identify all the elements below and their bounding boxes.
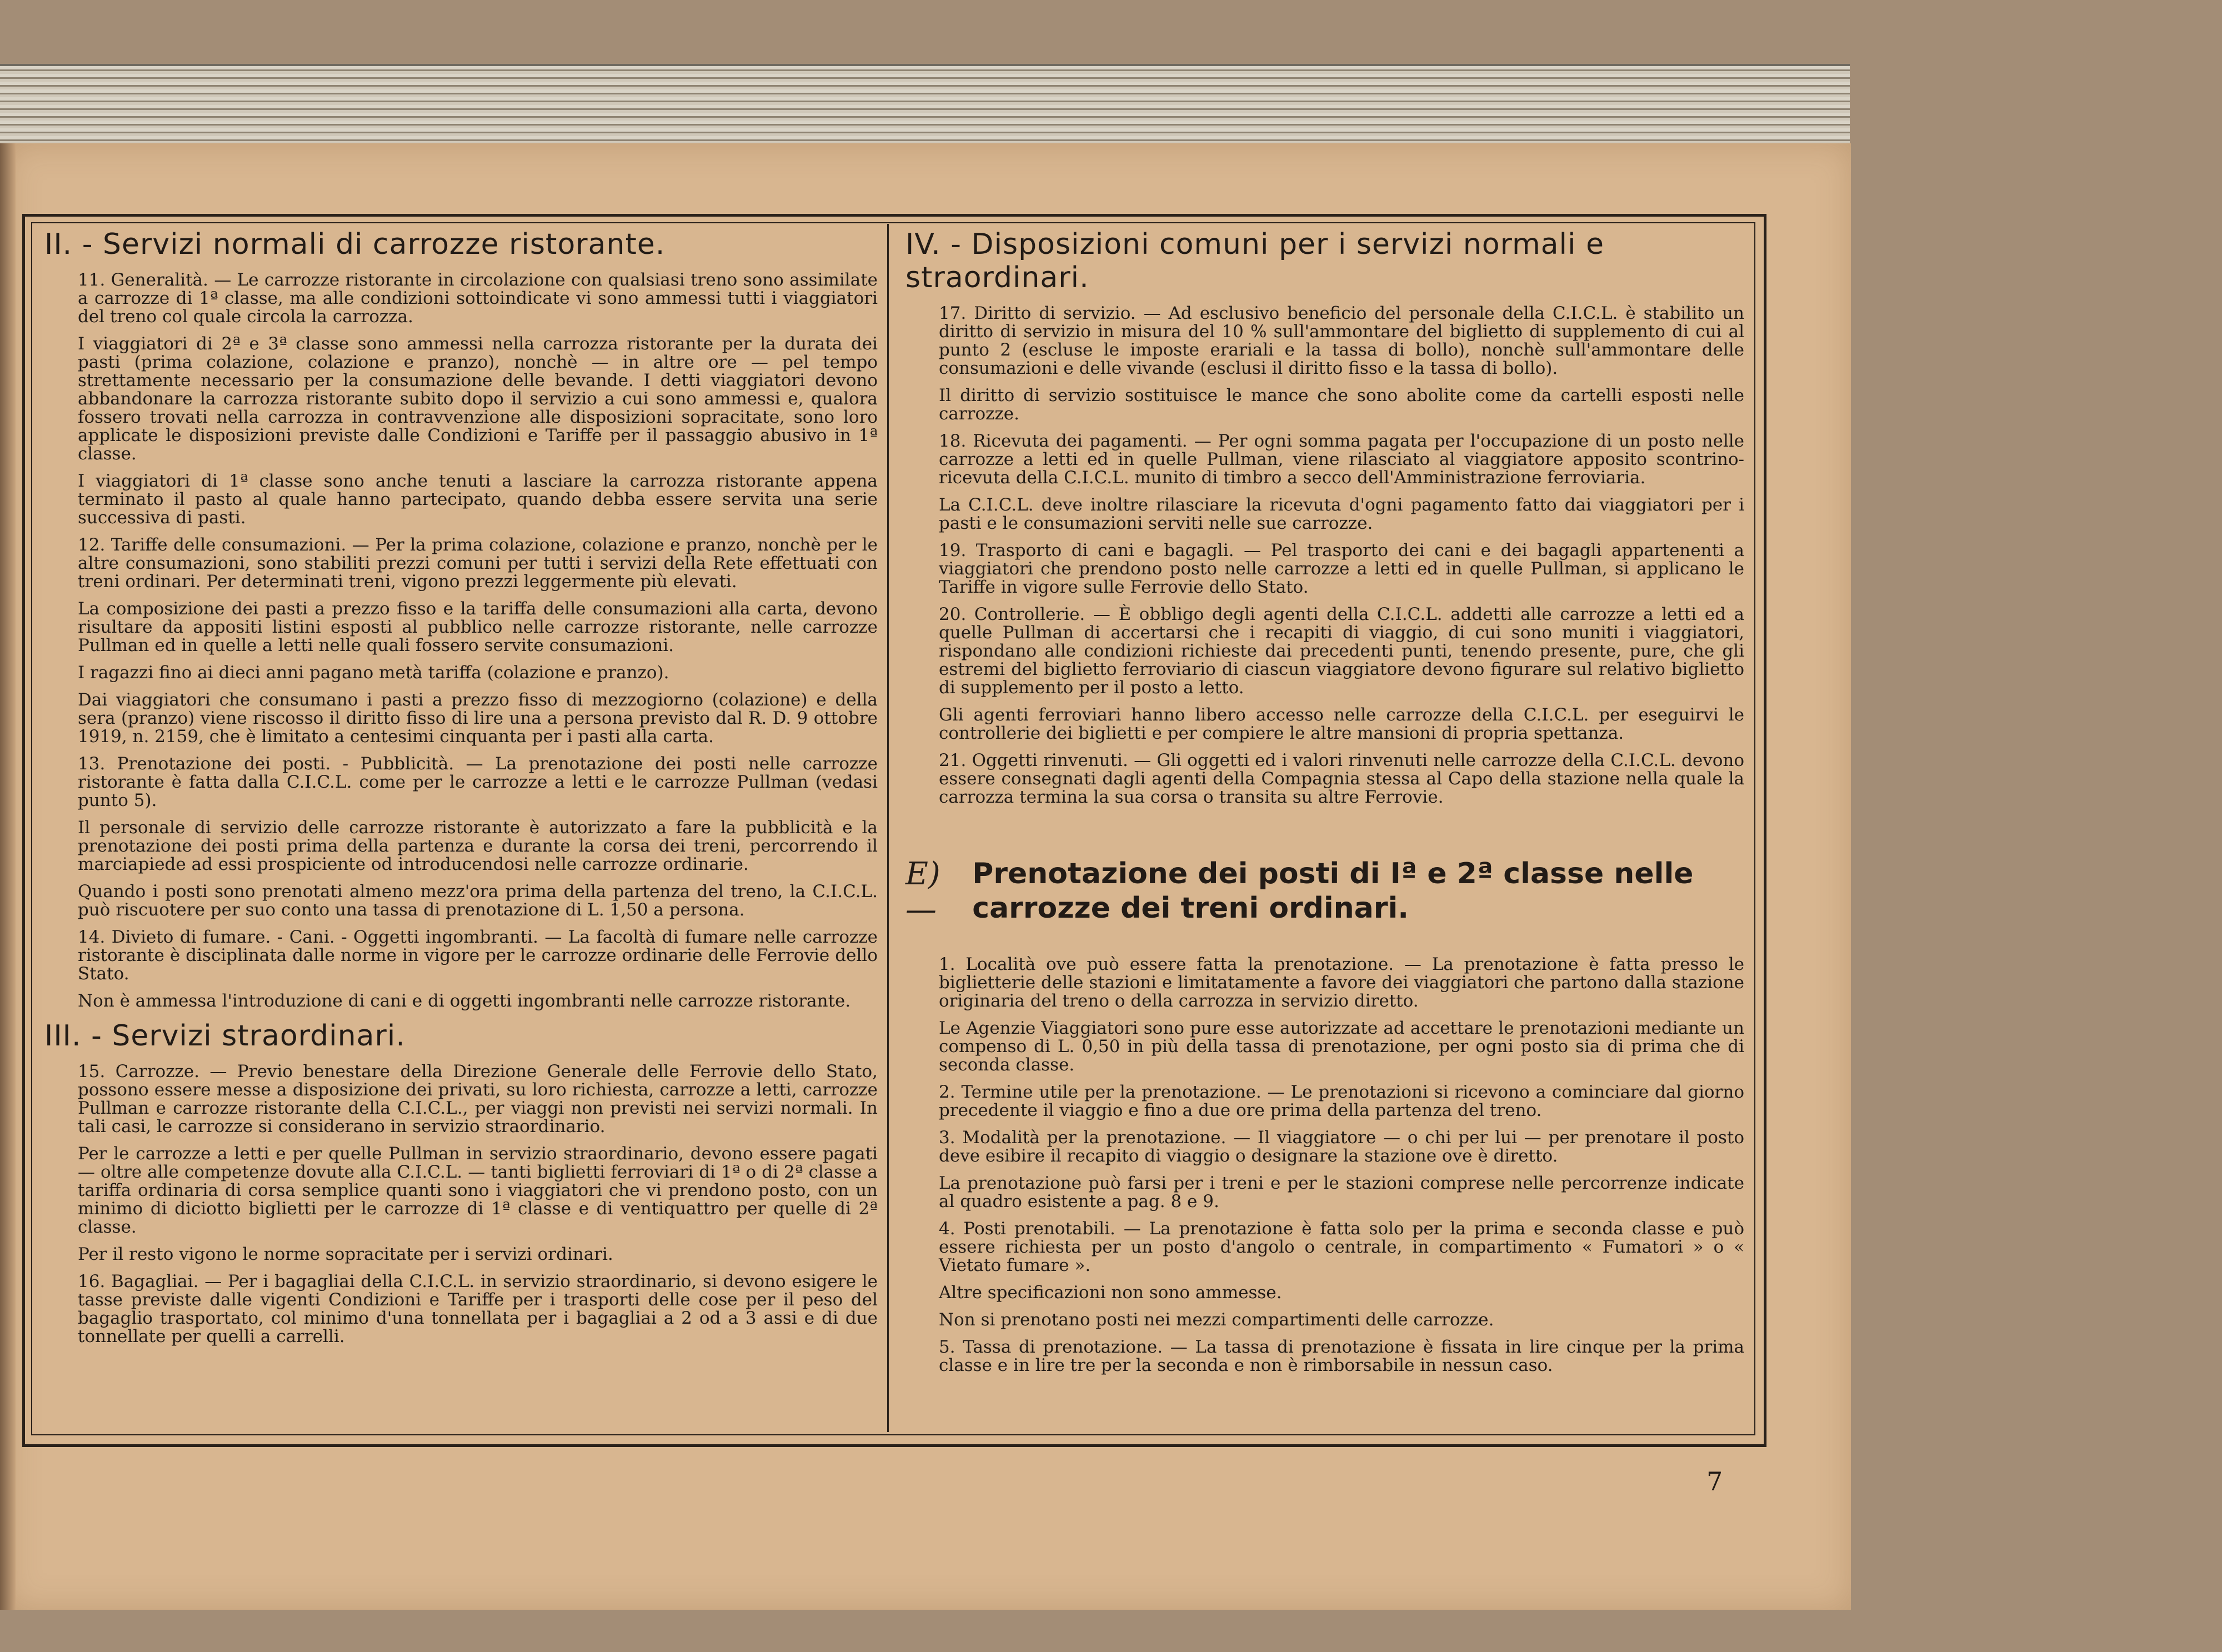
paragraph-e1: 1. Località ove può essere fatta la prenotazione. — La prenotazione è fatta presso le biglietterie delle stazioni e limitatamente a favore dei viaggiatori che partono dalla stazione originaria del treno o della carrozza in servizio diretto. — [939, 954, 1744, 1011]
paragraph-15c: Per il resto vigono le norme sopracitate per i servizi ordinari. — [78, 1244, 613, 1264]
paragraph-e2: 2. Termine utile per la prenotazione. — Le prenotazioni si ricevono a cominciare dal giorno precedente il viaggio e fino a due ore prima della partenza del treno. — [939, 1082, 1744, 1120]
paragraph-16: 16. Bagagliai. — Per i bagagliai della C.I.C.L. in servizio straordinario, si devono esigere le tasse previste dalle vigenti Condizioni e Tariffe per i trasporti delle cose per il peso del bagaglio trasportato, col minimo d'una tonnellata per i bagagliai a 2 od a 3 assi e di due tonnellate per quelli a carrelli. — [78, 1271, 878, 1346]
paragraph-18b: La C.I.C.L. deve inoltre rilasciare la ricevuta d'ogni pagamento fatto dai viaggiatori per i pasti e le consumazioni serviti nelle sue carrozze. — [939, 495, 1744, 533]
paragraph-21: 21. Oggetti rinvenuti. — Gli oggetti ed i valori rinvenuti nelle carrozze della C.I.C.L. devono essere consegnati dagli agenti della Compagnia stessa al Capo della stazione nella quale la carrozza termina la sua corsa o transita su altre Ferrovie. — [939, 750, 1744, 807]
paragraph-14b: Non è ammessa l'introduzione di cani e di oggetti ingombranti nelle carrozze ristorante. — [78, 991, 851, 1011]
paragraph-12: 12. Tariffe delle consumazioni. — Per la prima colazione, colazione e pranzo, nonchè per le altre consumazioni, sono stabiliti prezzi comuni per tutti i servizi della Rete effettuati con treni ordinari. Per determinati treni, vigono prezzi leggermente più elevati. — [78, 535, 878, 592]
paragraph-12c: I ragazzi fino ai dieci anni pagano metà tariffa (colazione e pranzo). — [78, 663, 669, 683]
paragraph-13c: Quando i posti sono prenotati almeno mezz'ora prima della partenza del treno, la C.I.C.L. può riscuotere per suo conto una tassa di prenotazione di L. 1,50 a persona. — [78, 882, 878, 920]
paragraph-15: 15. Carrozze. — Previo benestare della Direzione Generale delle Ferrovie dello Stato, possono essere messe a disposizione dei privati, su loro richiesta, carrozze a letti, carrozze Pullman e carrozze ristorante della C.I.C.L., per viaggi non previsti nei servizi normali. In tali casi, le carrozze si considerano in servizio straordinario. — [78, 1062, 878, 1137]
paragraph-20: 20. Controllerie. — È obbligo degli agenti della C.I.C.L. addetti alle carrozze a letti ed a quelle Pullman di accertarsi che i recapiti di viaggio, di cui sono muniti i viaggiatori, rispondano alle condizioni richieste dai precedenti punti, tenendo presente, pure, che gli estremi del biglietto ferroviario di ciascun viaggiatore devono figurare sul relativo biglietto di supplemento per il posto a letto. — [939, 604, 1744, 698]
paragraph-11b: I viaggiatori di 2ª e 3ª classe sono ammessi nella carrozza ristorante per la durata dei pasti (prima colazione, colazione e pranzo), nonchè — in altre ore — pel tempo strettamente necessario per la consumazione delle bevande. I detti viaggiatori devono abbandonare la carrozza ristorante subito dopo il servizio a cui sono ammessi e, qualora fossero trovati nella carrozza in contravvenzione alle disposizioni sopracitate, sono loro applicate le disposizioni previste dalle Condizioni e Tariffe per il passaggio abusivo in 1ª classe. — [78, 334, 878, 464]
paragraph-e4b: Altre specificazioni non sono ammesse. — [939, 1283, 1282, 1303]
section-iii-title: III. - Servizi straordinari. — [44, 1019, 406, 1053]
left-column — [44, 228, 878, 1355]
paragraph-20b: Gli agenti ferroviari hanno libero accesso nelle carrozze della C.I.C.L. per eseguirvi le controllerie dei biglietti e per compiere le altre mansioni di propria spettanza. — [939, 705, 1744, 743]
paragraph-13b: Il personale di servizio delle carrozze ristorante è autorizzato a fare la pubblicità e la prenotazione dei posti prima della partenza e durante la corsa dei treni, percorrendo il marciapiede ad essi prospiciente od introducendosi nelle carrozze ordinarie. — [78, 818, 878, 874]
paragraph-17b: Il diritto di servizio sostituisce le mance che sono abolite come da cartelli esposti nelle carrozze. — [939, 386, 1744, 424]
paragraph-14: 14. Divieto di fumare. - Cani. - Oggetti ingombranti. — La facoltà di fumare nelle carrozze ristorante è disciplinata dalle norme in vigore per le carrozze ordinarie delle Ferrovie dello Stato. — [78, 927, 878, 984]
section-e-letter: E) — — [905, 856, 940, 928]
book-spine — [0, 143, 16, 1610]
section-iv-title: IV. - Disposizioni comuni per i servizi normali e straordinari. — [905, 228, 1604, 294]
paragraph-e1b: Le Agenzie Viaggiatori sono pure esse autorizzate ad accettare le prenotazioni mediante un compenso di L. 0,50 in più della tassa di prenotazione, per ogni posto sia di prima che di seconda classe. — [939, 1018, 1744, 1075]
paragraph-11: 11. Generalità. — Le carrozze ristorante in circolazione con qualsiasi treno sono assimilate a carrozze di 1ª classe, ma alle condizioni sottoindicate vi sono ammessi tutti i viaggiatori del treno col quale circola la carrozza. — [78, 270, 878, 327]
paragraph-19: 19. Trasporto di cani e bagagli. — Pel trasporto dei cani e dei bagagli appartenenti a viaggiatori che prendono posto nelle carrozze a letti ed in quelle Pullman, si applicano le Tariffe in vigore sulle Ferrovie dello Stato. — [939, 540, 1744, 597]
paragraph-18: 18. Ricevuta dei pagamenti. — Per ogni somma pagata per l'occupazione di un posto nelle carrozze a letti ed in quelle Pullman, viene rilasciato al viaggiatore apposito scontrino-ricevuta della C.I.C.L. munito di timbro a secco dell'Amministrazione ferroviaria. — [939, 431, 1744, 488]
right-column — [905, 228, 1744, 1384]
paragraph-e4: 4. Posti prenotabili. — La prenotazione è fatta solo per la prima e seconda classe e può essere richiesta per un posto d'angolo o centrale, in compartimento « Fumatori » o « Vietato fumare ». — [939, 1219, 1744, 1275]
paragraph-e4c: Non si prenotano posti nei mezzi compartimenti delle carrozze. — [939, 1310, 1494, 1330]
paragraph-e3: 3. Modalità per la prenotazione. — Il viaggiatore — o chi per lui — per prenotare il posto deve esibire il recapito di viaggio o designare la stazione ove è diretto. — [939, 1128, 1744, 1166]
paragraph-12d: Dai viaggiatori che consumano i pasti a prezzo fisso di mezzogiorno (colazione) e della sera (pranzo) viene riscosso il diritto fisso di lire una a persona previsto dal R. D. 9 ottobre 1919, n. 2159, che è limitato a centesimi cinquanta per i pasti alla carta. — [78, 690, 878, 747]
section-e-title: Prenotazione dei posti di Iª e 2ª classe nelle carrozze dei treni ordinari. — [972, 857, 1694, 925]
paragraph-13: 13. Prenotazione dei posti. - Pubblicità. — La prenotazione dei posti nelle carrozze ristorante è fatta dalla C.I.C.L. come per le carrozze a letti e le carrozze Pullman (vedasi punto 5). — [78, 754, 878, 810]
paragraph-12b: La composizione dei pasti a prezzo fisso e la tariffa delle consumazioni alla carta, devono risultare da appositi listini esposti al pubblico nelle carrozze ristorante, nelle carrozze Pullman ed in quelle a letti nelle quali fossero servite consumazioni. — [78, 599, 878, 655]
page-edges — [0, 64, 1850, 149]
section-e-heading — [905, 857, 1744, 928]
paragraph-e3b: La prenotazione può farsi per i treni e per le stazioni comprese nelle percorrenze indicate al quadro esistente a pag. 8 e 9. — [939, 1173, 1744, 1212]
page-number: 7 — [1706, 1466, 1723, 1496]
paragraph-17: 17. Diritto di servizio. — Ad esclusivo beneficio del personale della C.I.C.L. è stabilito un diritto di servizio in misura del 10 % sull'ammontare del biglietto di supplemento di cui al punto 2 (escluse le imposte erariali e la tassa di bollo), nonchè sull'ammontare delle consumazioni e delle vivande (esclusi il diritto fisso e la tassa di bollo). — [939, 303, 1744, 378]
paragraph-e5: 5. Tassa di prenotazione. — La tassa di prenotazione è fissata in lire cinque per la prima classe e in lire tre per la seconda e non è rimborsabile in nessun caso. — [939, 1337, 1744, 1375]
paragraph-11c: I viaggiatori di 1ª classe sono anche tenuti a lasciare la carrozza ristorante appena terminato il pasto al quale hanno partecipato, quando debba essere servita una serie successiva di pasti. — [78, 471, 878, 528]
column-divider — [887, 224, 889, 1432]
section-ii-title: II. - Servizi normali di carrozze ristorante. — [44, 228, 665, 261]
paragraph-15b: Per le carrozze a letti e per quelle Pullman in servizio straordinario, devono essere pagati — oltre alle competenze dovute alla C.I.C.L. — tanti biglietti ferroviari di 1ª o di 2ª classe a tariffa ordinaria di corsa semplice quanti sono i viaggiatori che vi prendono posto, con un minimo di diciotto biglietti per le carrozze di 1ª classe e di ventiquattro per quelle di 2ª classe. — [78, 1144, 878, 1237]
